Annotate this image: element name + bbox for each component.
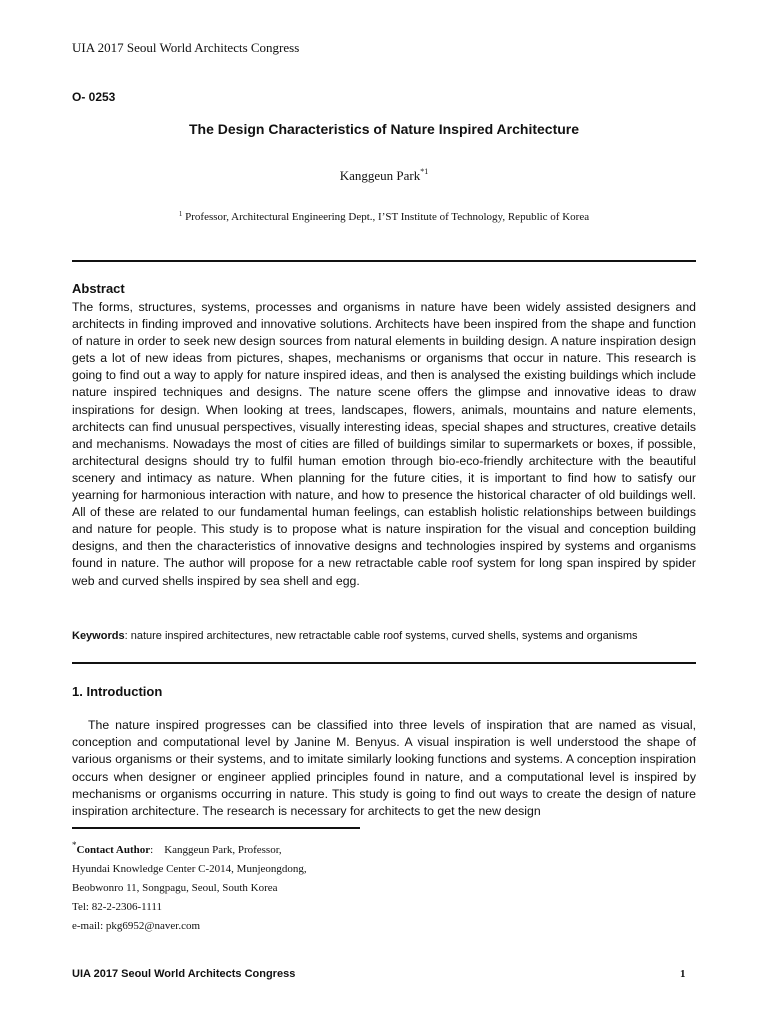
keywords-label: Keywords <box>72 630 125 642</box>
affiliation-text: Professor, Architectural Engineering Dept., I’ST Institute of Technology, Republic of Korea <box>185 211 590 223</box>
abstract-heading: Abstract <box>72 281 125 296</box>
footnote-rule <box>72 827 360 829</box>
contact-author-name: Kanggeun Park, Professor, <box>164 844 282 856</box>
contact-footnote <box>72 836 307 936</box>
footnote-address-line-1: Hyundai Knowledge Center C-2014, Munjeongdong, <box>72 863 307 875</box>
keywords-text: nature inspired architectures, new retractable cable roof systems, curved shells, systems and organisms <box>130 630 638 642</box>
page-number: 1 <box>680 968 686 980</box>
running-header: UIA 2017 Seoul World Architects Congress <box>72 40 300 55</box>
section-divider-top <box>72 260 696 262</box>
author-marks: *1 <box>420 167 429 176</box>
paper-title: The Design Characteristics of Nature Inspired Architecture <box>188 121 580 137</box>
footnote-phone: Tel: 82-2-2306-1111 <box>72 901 162 913</box>
affiliation-mark: 1 <box>178 210 183 218</box>
introduction-body: The nature inspired progresses can be classified into three levels of inspiration that are named as visual, conception and computational level by Janine M. Benyus. A visual inspiration is well understood the shape of various organisms or their systems, and to imitate similarly looking functions and systems. A conception inspiration occurs when designer or engineer applied principles found in nature, and a computational level is inspired by mechanisms or organisms occurring in nature. This study is going to find out ways to create the design of nature inspiration architecture. The research is necessary for architects to get the new design <box>72 718 696 819</box>
paper-code: O- 0253 <box>72 90 116 104</box>
footnote-email: e-mail: pkg6952@naver.com <box>72 920 201 932</box>
footer-title: UIA 2017 Seoul World Architects Congress <box>72 968 296 980</box>
abstract-body: The forms, structures, systems, processes and organisms in nature have been widely assisted designers and architects in finding improved and innovative solutions. Architects have been inspired from the shape and function of nature in order to seek new design sources from natural elements in building design. A nature inspiration design gets a lot of new ideas from pictures, shapes, mechanisms or organisms that occur in nature. This research is going to find out a way to apply for nature inspired ideas, and then is analysed the existing buildings which include nature inspired techniques and designs. The nature scene offers the glimpse and innovative ideas to draw inspirations for design. When looking at trees, landscapes, flowers, animals, mountains and nature elements, architects can find unusual perspectives, visually interesting ideas, special shapes and structures, creative details and mechanisms. Nowadays the most of cities are filled of buildings similar to supermarkets or boxes, if possible, architectural designs should try to fulfil human emotion through bio-eco-friendly architecture with the beautiful scenery and intimacy as nature. When planning for the future cities, it is important to find how to satisfy our yearning for harmonious interaction with nature, and how to presence the historical character of old buildings well. All of these are related to our fundamental human feelings, can establish holistic relationships between buildings and nature for people. This study is to propose what is nature inspiration for the visual and conception building designs, and then the characteristics of innovative designs and technologies inspired by systems and organisms found in nature. The author will propose for a new retractable cable roof system for long span inspired by spider web and curved shells inspired by sea shell and egg. <box>72 300 696 588</box>
keywords <box>72 630 638 642</box>
section-divider-bottom <box>72 662 696 664</box>
footnote-mark: * <box>72 840 77 850</box>
contact-author-separator: : <box>150 844 154 856</box>
contact-author-label: Contact Author <box>76 844 151 856</box>
author-name: Kanggeun Park <box>339 168 421 183</box>
affiliation <box>0 210 768 223</box>
keywords-separator: : <box>124 630 131 642</box>
author-line <box>0 167 768 184</box>
footnote-contact-line <box>72 836 307 860</box>
introduction-heading: 1. Introduction <box>72 684 163 699</box>
footnote-address-line-2: Beobwonro 11, Songpagu, Seoul, South Korea <box>72 882 278 894</box>
